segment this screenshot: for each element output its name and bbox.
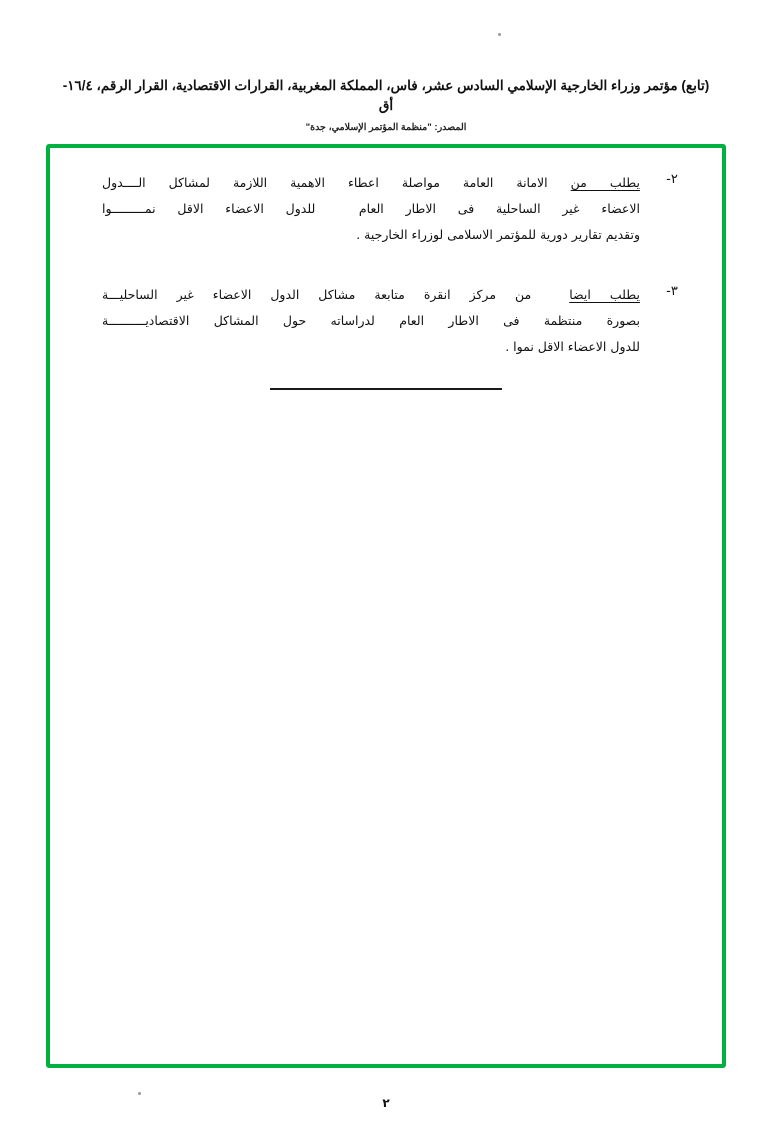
page-number: ٢ bbox=[382, 1096, 390, 1110]
clause-item bbox=[72, 282, 700, 360]
page-title: (تابع) مؤتمر وزراء الخارجية الإسلامي السادس عشر، فاس، المملكة المغربية، القرارات الاقتصادية، القرار الرقم، ١٦/٤-أق bbox=[62, 78, 710, 114]
document-header bbox=[0, 76, 772, 133]
horizontal-rule-icon bbox=[270, 388, 502, 390]
section-divider bbox=[50, 388, 722, 390]
source-line: المصدر: "منظمة المؤتمر الإسلامي، جدة" bbox=[305, 121, 467, 133]
clause-line: بصورة منتظمة فى الاطار العام لدراساته حول المشاكل الاقتصاديــــــــــة bbox=[102, 313, 640, 328]
clause-lead: يطلب ايضا bbox=[569, 287, 640, 302]
clause-number: ٢- bbox=[666, 172, 678, 187]
clause-lead: يطلب من bbox=[570, 175, 640, 190]
clause-list bbox=[72, 170, 700, 394]
clause-line: وتقديم تقارير دورية للمؤتمر الاسلامى لوزراء الخارجية . bbox=[356, 227, 640, 242]
clause-number: ٣- bbox=[666, 284, 678, 299]
scan-speck bbox=[498, 33, 501, 36]
clause-line bbox=[102, 282, 640, 308]
clause-item bbox=[72, 170, 700, 248]
clause-text: الامانة العامة مواصلة اعطاء الاهمية اللازمة لمشاكل الــــدول bbox=[102, 175, 548, 190]
clause-line bbox=[102, 170, 640, 196]
clause-body bbox=[72, 170, 644, 248]
clause-text: من مركز انقرة متابعة مشاكل الدول الاعضاء غير الساحليـــة bbox=[102, 287, 532, 302]
clause-body bbox=[72, 282, 644, 360]
scan-speck bbox=[138, 1092, 141, 1095]
content-frame bbox=[46, 144, 726, 1068]
clause-line: للدول الاعضاء الاقل نموا . bbox=[505, 339, 640, 354]
clause-line: الاعضاء غير الساحلية فى الاطار العام للدول الاعضاء الاقل نمـــــــــوا bbox=[102, 201, 640, 216]
